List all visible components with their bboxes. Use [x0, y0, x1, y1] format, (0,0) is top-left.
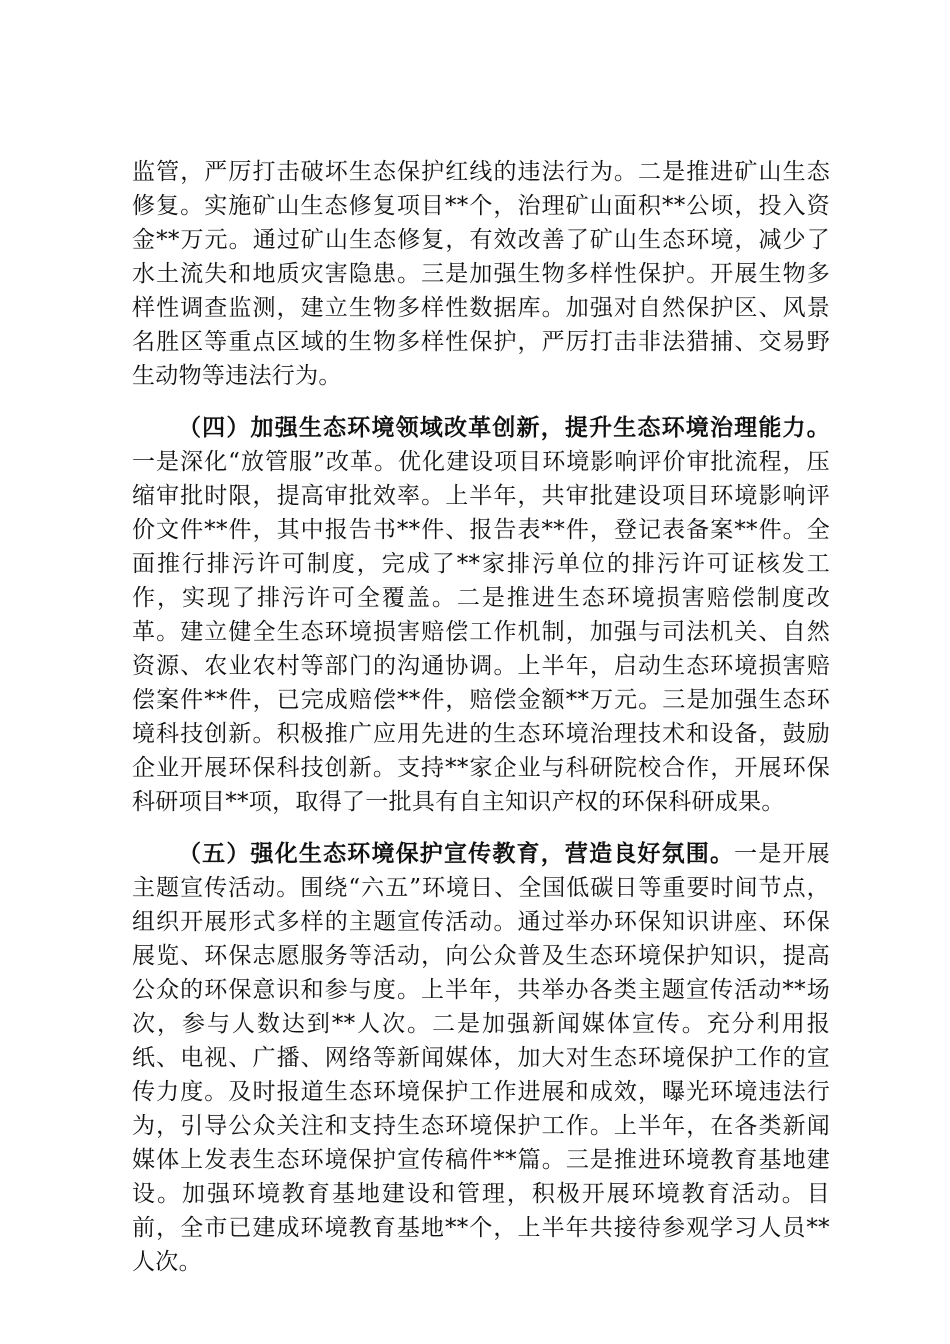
section-heading-5: （五）强化生态环境保护宣传教育，营造良好氛围。	[178, 841, 735, 867]
paragraph-section-4	[132, 411, 830, 819]
paragraph-text: 一是深化“放管服”改革。优化建设项目环境影响评价审批流程，压缩审批时限，提高审批效率。上半年，共审批建设项目环境影响评价文件**件，其中报告书**件、报告表**件，登记表备案**件。全面推行排污许可制度，完成了**家排污单位的排污许可证核发工作，实现了排污许可全覆盖。二是推进生态环境损害赔偿制度改革。建立健全生态环境损害赔偿工作机制，加强与司法机关、自然资源、农业农村等部门的沟通协调。上半年，启动生态环境损害赔偿案件**件，已完成赔偿**件，赔偿金额**万元。三是加强生态环境科技创新。积极推广应用先进的生态环境治理技术和设备，鼓励企业开展环保科技创新。支持**家企业与科研院校合作，开展环保科研项目**项，取得了一批具有自主知识产权的环保科研成果。	[132, 449, 830, 815]
document-body	[132, 155, 830, 1297]
paragraph-text: 一是开展主题宣传活动。围绕“六五”环境日、全国低碳日等重要时间节点，组织开展形式多样的主题宣传活动。通过举办环保知识讲座、环保展览、环保志愿服务等活动，向公众普及生态环境保护知识，提高公众的环保意识和参与度。上半年，共举办各类主题宣传活动**场次，参与人数达到**人次。二是加强新闻媒体宣传。充分利用报纸、电视、广播、网络等新闻媒体，加大对生态环境保护工作的宣传力度。及时报道生态环境保护工作进展和成效，曝光环境违法行为，引导公众关注和支持生态环境保护工作。上半年，在各类新闻媒体上发表生态环境保护宣传稿件**篇。三是推进环境教育基地建设。加强环境教育基地建设和管理，积极开展环境教育活动。目前，全市已建成环境教育基地**个，上半年共接待参观学习人员**人次。	[132, 841, 830, 1275]
section-heading-4: （四）加强生态环境领域改革创新，提升生态环境治理能力。	[178, 415, 830, 441]
paragraph-section-5	[132, 837, 830, 1279]
paragraph-text: 监管，严厉打击破坏生态保护红线的违法行为。二是推进矿山生态修复。实施矿山生态修复项目**个，治理矿山面积**公顷，投入资金**万元。通过矿山生态修复，有效改善了矿山生态环境，减少了水土流失和地质灾害隐患。三是加强生物多样性保护。开展生物多样性调查监测，建立生物多样性数据库。加强对自然保护区、风景名胜区等重点区域的生物多样性保护，严厉打击非法猎捕、交易野生动物等违法行为。	[132, 159, 830, 389]
paragraph-continuation	[132, 155, 830, 393]
